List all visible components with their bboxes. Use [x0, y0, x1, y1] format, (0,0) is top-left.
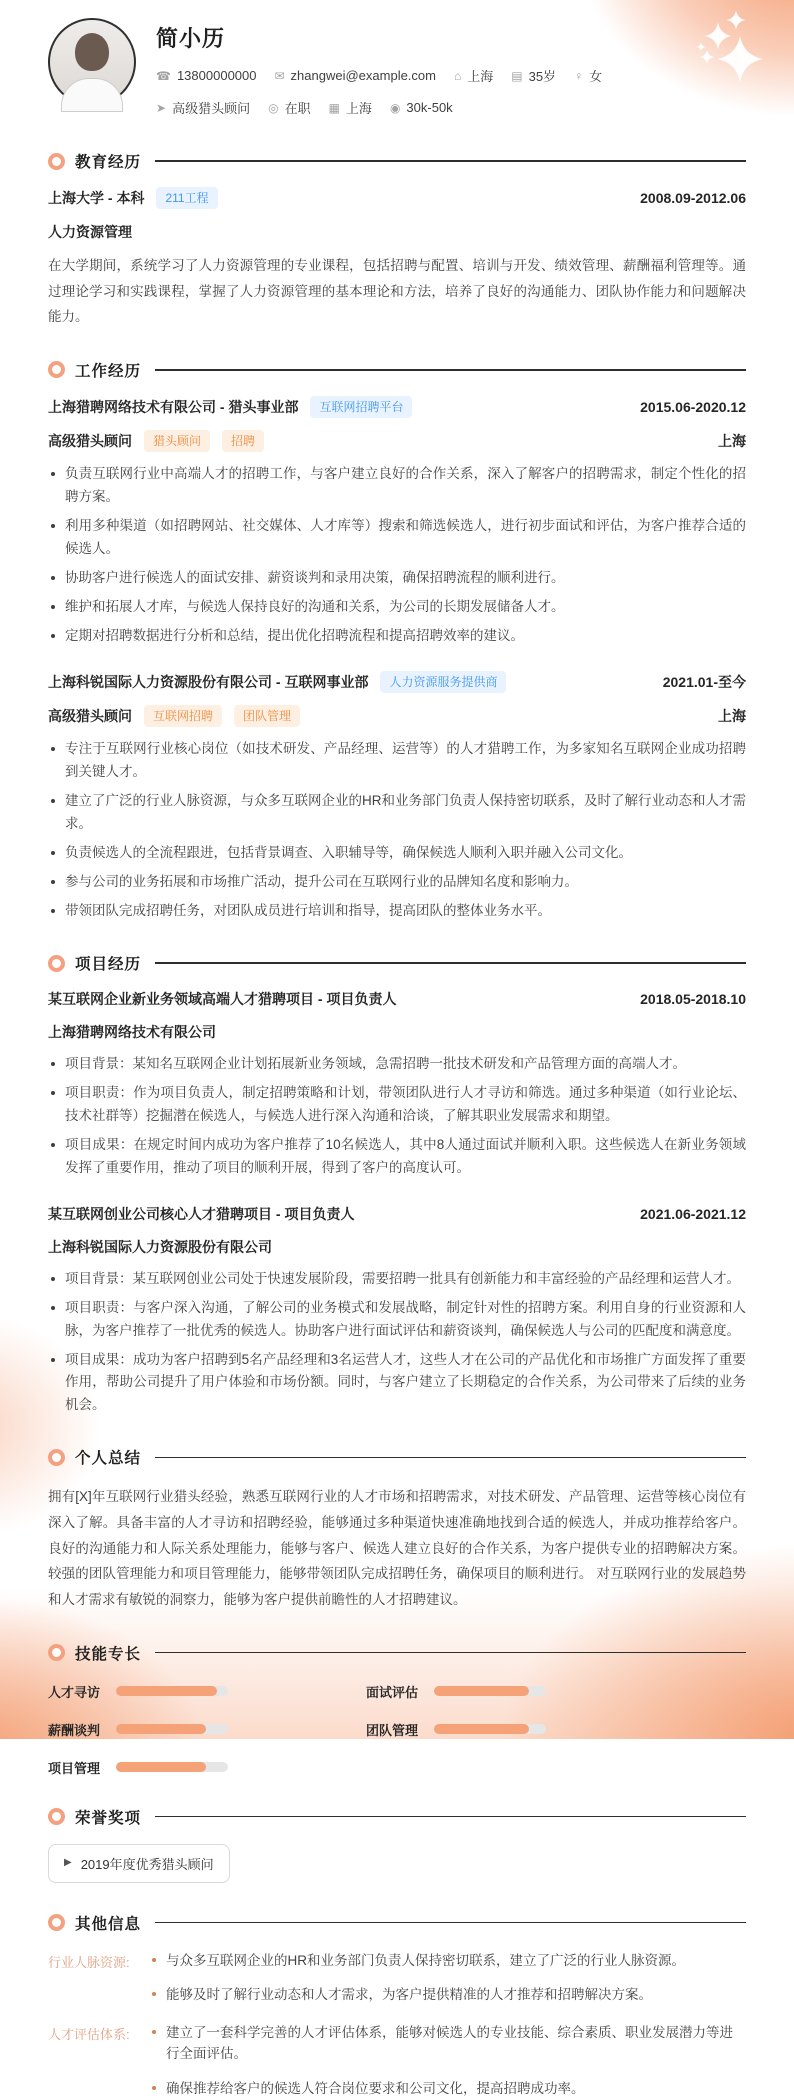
role-tags — [144, 430, 264, 452]
age-icon: ▤ — [511, 68, 523, 83]
list-item: 利用多种渠道（如招聘网站、社交媒体、人才库等）搜索和筛选候选人，进行初步面试和评估，为客户推荐合适的候选人。 — [48, 515, 746, 561]
honor-label: 2019年度优秀猎头顾问 — [80, 1856, 214, 1872]
contact-text: 高级猎头顾问 — [172, 101, 251, 116]
list-item: 建立了一套科学完善的人才评估体系，能够对候选人的专业技能、综合素质、职业发展潜力等进行全面评估。 — [150, 2022, 746, 2065]
honors-section-icon — [48, 1808, 65, 1825]
project-date: 2021.06-2021.12 — [640, 1205, 746, 1222]
work-entry — [48, 671, 746, 923]
header-info — [156, 18, 602, 117]
work-section — [0, 359, 794, 923]
work-section-icon — [48, 361, 65, 378]
contact-row-2 — [156, 98, 602, 117]
candidate-name: 简小历 — [156, 26, 226, 51]
skill-label: 人才寻访 — [48, 1684, 101, 1700]
skill-bar-track — [434, 1724, 546, 1734]
company-name: 上海猎聘网络技术有限公司 - 猎头事业部 — [48, 398, 299, 415]
list-item: 项目成果：成功为客户招聘到5名产品经理和3名运营人才，这些人才在公司的产品优化和市场推广方面发挥了重要作用，帮助公司提升了用户体验和市场份额。同时，与客户建立了长期稳定的合作关系，为公司带来了后续的业务机会。 — [48, 1349, 746, 1418]
summary-text: 拥有[X]年互联网行业猎头经验，熟悉互联网行业的人才市场和招聘需求，对技术研发、产品管理、运营等核心岗位有深入了解。具备丰富的人才寻访和招聘经验，能够通过多种渠道快速准确地找到合适的候选人，并成功推荐给客户。 良好的沟通能力和人际关系处理能力，能够与客户、候选人建立良好的合作关系，为客户提供专业的招聘解决方案。 较强的团队管理能力和项目管理能力，能够带领团队完成招聘任务，确保项目的顺利进行。 对互联网行业的发展趋势和人才需求有敏锐的洞察力，能够为客户提供前瞻性的人才招聘建议。 — [48, 1489, 746, 1607]
list-item: 项目背景：某互联网创业公司处于快速发展阶段，需要招聘一批具有创新能力和丰富经验的产品经理和运营人才。 — [48, 1268, 746, 1291]
skill-item — [366, 1720, 546, 1739]
list-item: 与众多互联网企业的HR和业务部门负责人保持密切联系，建立了广泛的行业人脉资源。 — [150, 1950, 746, 1972]
list-item: 定期对招聘数据进行分析和总结，提出优化招聘流程和提高招聘效率的建议。 — [48, 625, 746, 648]
work-date: 2021.01-至今 — [662, 674, 746, 691]
email-icon: ✉ — [274, 68, 285, 83]
skill-bar-fill — [116, 1724, 206, 1734]
contact-item — [156, 68, 256, 83]
other-info-label: 人才评估体系: — [48, 2026, 130, 2042]
skill-item — [366, 1682, 546, 1701]
work-bullets — [48, 738, 746, 923]
project-company: 上海猎聘网络技术有限公司 — [48, 1024, 216, 1041]
section-divider — [155, 1922, 746, 1924]
contact-text: 女 — [589, 69, 603, 84]
honor-item[interactable] — [48, 1844, 230, 1883]
section-divider — [155, 1652, 746, 1654]
section-title-education: 教育经历 — [75, 154, 142, 171]
contact-item — [268, 98, 311, 117]
contact-text: 35岁 — [528, 69, 557, 84]
contact-item — [511, 66, 556, 85]
list-item: 项目背景：某知名互联网企业计划拓展新业务领域，急需招聘一批技术研发和产品管理方面的高端人才。 — [48, 1053, 746, 1076]
skill-bar-track — [116, 1762, 228, 1772]
phone-icon: ☎ — [156, 68, 171, 83]
home-icon: ⌂ — [453, 68, 462, 83]
tag: 团队管理 — [234, 705, 300, 727]
school-name: 上海大学 - 本科 — [48, 190, 145, 206]
work-location: 上海 — [718, 708, 746, 725]
company-tag: 互联网招聘平台 — [310, 396, 412, 418]
contact-text: 上海 — [345, 101, 372, 116]
other-info-label: 行业人脉资源: — [48, 1954, 130, 1970]
section-header-projects — [48, 952, 746, 974]
skill-bar-track — [116, 1686, 228, 1696]
section-header-other — [48, 1912, 746, 1934]
list-item: 负责候选人的全流程跟进，包括背景调查、入职辅导等，确保候选人顺利入职并融入公司文化。 — [48, 842, 746, 865]
list-item: 项目职责：与客户深入沟通，了解公司的业务模式和发展战略，制定针对性的招聘方案。利用自身的行业资源和人脉，为客户推荐了一批优秀的候选人。协助客户进行面试评估和薪资谈判，确保候选人与公司的匹配度和满意度。 — [48, 1297, 746, 1343]
other-info-items — [150, 2022, 746, 2100]
contact-item — [454, 66, 493, 85]
section-divider — [155, 1816, 746, 1818]
education-section — [0, 150, 794, 330]
company-tag: 人力资源服务提供商 — [380, 671, 506, 693]
list-item: 专注于互联网行业核心岗位（如技术研发、产品经理、运营等）的人才猎聘工作，为多家知名互联网企业成功招聘到关键人才。 — [48, 738, 746, 784]
other-info-section — [0, 1912, 794, 2100]
section-divider — [155, 369, 746, 371]
project-company: 上海科锐国际人力资源股份有限公司 — [48, 1238, 272, 1255]
contact-text: 上海 — [467, 69, 494, 84]
skill-label: 薪酬谈判 — [48, 1722, 101, 1738]
summary-section — [0, 1446, 794, 1612]
job-title: 高级猎头顾问 — [48, 432, 132, 449]
projects-section — [0, 952, 794, 1417]
skill-item — [48, 1758, 366, 1777]
list-item: 项目成果：在规定时间内成功为客户推荐了10名候选人，其中8人通过面试并顺利入职。这些候选人在新业务领域发挥了重要作用，推动了项目的顺利开展，得到了客户的高度认可。 — [48, 1134, 746, 1180]
section-header-work — [48, 359, 746, 381]
skill-label: 团队管理 — [366, 1722, 419, 1738]
work-entry — [48, 396, 746, 648]
skill-item — [48, 1682, 366, 1701]
work-date: 2015.06-2020.12 — [640, 398, 746, 415]
section-header-summary — [48, 1446, 746, 1468]
contact-item — [390, 100, 453, 115]
skill-label: 项目管理 — [48, 1760, 101, 1776]
section-divider — [155, 962, 746, 964]
work-bullets — [48, 463, 746, 648]
other-info-items — [150, 1950, 746, 2006]
list-item: 建立了广泛的行业人脉资源，与众多互联网企业的HR和业务部门负责人保持密切联系，及时了解行业动态和人才需求。 — [48, 790, 746, 836]
contact-item — [329, 98, 372, 117]
skill-bar-fill — [434, 1724, 529, 1734]
section-title-honors: 荣誉奖项 — [75, 1809, 142, 1827]
honors-section — [0, 1806, 794, 1883]
gender-icon: ♀ — [574, 68, 584, 83]
contact-item — [574, 66, 602, 85]
section-title-summary: 个人总结 — [75, 1450, 142, 1468]
skills-section-icon — [48, 1644, 65, 1661]
skill-bar-fill — [434, 1686, 529, 1696]
other-info-groups — [48, 1950, 746, 2100]
tag: 互联网招聘 — [144, 705, 222, 727]
summary-section-icon — [48, 1449, 65, 1466]
project-name: 某互联网企业新业务领域高端人才猎聘项目 - 项目负责人 — [48, 991, 397, 1008]
skills-section — [0, 1642, 794, 1777]
job-title: 高级猎头顾问 — [48, 708, 132, 725]
tag: 招聘 — [222, 430, 264, 452]
contact-text: zhangwei@example.com — [290, 68, 436, 83]
contact-text: 在职 — [284, 101, 311, 116]
skill-bar-track — [434, 1686, 546, 1696]
list-item: 带领团队完成招聘任务，对团队成员进行培训和指导，提高团队的整体业务水平。 — [48, 900, 746, 923]
briefcase-icon: ➤ — [156, 100, 167, 115]
project-bullets — [48, 1053, 746, 1180]
project-entry — [48, 1204, 746, 1418]
section-title-other: 其他信息 — [75, 1915, 142, 1933]
list-item: 协助客户进行候选人的面试安排、薪资谈判和录用决策，确保招聘流程的顺利进行。 — [48, 567, 746, 590]
salary-icon: ◉ — [389, 100, 401, 115]
school-tag: 211工程 — [156, 187, 217, 209]
list-item: 参与公司的业务拓展和市场推广活动，提升公司在互联网行业的品牌知名度和影响力。 — [48, 871, 746, 894]
education-section-icon — [48, 153, 65, 170]
section-header-honors — [48, 1806, 746, 1828]
tag: 猎头顾问 — [144, 430, 210, 452]
skill-bar-track — [116, 1724, 228, 1734]
list-item: 负责互联网行业中高端人才的招聘工作，与客户建立良好的合作关系，深入了解客户的招聘需求，制定个性化的招聘方案。 — [48, 463, 746, 509]
contact-item — [274, 68, 436, 83]
list-item: 能够及时了解行业动态和人才需求，为客户提供精准的人才推荐和招聘解决方案。 — [150, 1984, 746, 2006]
section-divider — [155, 160, 746, 162]
major-name: 人力资源管理 — [48, 224, 132, 240]
section-divider — [155, 1457, 746, 1459]
project-name: 某互联网创业公司核心人才猎聘项目 - 项目负责人 — [48, 1205, 355, 1222]
sparkles-decoration-icon — [672, 6, 782, 98]
role-tags — [144, 705, 300, 727]
skill-label: 面试评估 — [366, 1684, 419, 1700]
section-title-work: 工作经历 — [75, 362, 142, 380]
skill-bar-fill — [116, 1762, 206, 1772]
education-date: 2008.09-2012.06 — [640, 190, 746, 206]
section-title-projects: 项目经历 — [75, 956, 142, 974]
company-name: 上海科锐国际人力资源股份有限公司 - 互联网事业部 — [48, 674, 369, 691]
work-location: 上海 — [718, 432, 746, 449]
section-header-skills — [48, 1642, 746, 1664]
city-icon: ▦ — [328, 100, 340, 115]
project-bullets — [48, 1268, 746, 1418]
section-header-education — [48, 150, 746, 172]
contact-text: 13800000000 — [176, 68, 257, 83]
other-info-group — [48, 1950, 746, 2006]
project-date: 2018.05-2018.10 — [640, 991, 746, 1008]
education-description: 在大学期间，系统学习了人力资源管理的专业课程，包括招聘与配置、培训与开发、绩效管理、薪酬福利管理等。通过理论学习和实践课程，掌握了人力资源管理的基本理论和方法，培养了良好的沟通能力、团队协作能力和问题解决能力。 — [48, 258, 746, 325]
list-item: 维护和拓展人才库，与候选人保持良好的沟通和关系，为公司的长期发展储备人才。 — [48, 596, 746, 619]
list-item: 确保推荐给客户的候选人符合岗位要求和公司文化，提高招聘成功率。 — [150, 2078, 746, 2100]
contact-row-1 — [156, 66, 602, 85]
skill-item — [48, 1720, 366, 1739]
project-entry — [48, 989, 746, 1180]
avatar — [48, 18, 136, 106]
play-icon: ▶ — [64, 1857, 72, 1869]
other-info-group — [48, 2022, 746, 2100]
projects-section-icon — [48, 955, 65, 972]
contact-item — [156, 98, 250, 117]
other-section-icon — [48, 1914, 65, 1931]
status-icon: ◎ — [268, 100, 279, 115]
list-item: 项目职责：作为项目负责人，制定招聘策略和计划，带领团队进行人才寻访和筛选。通过多种渠道（如行业论坛、技术社群等）挖掘潜在候选人，与候选人进行深入沟通和洽谈，了解其职业发展需求和期望。 — [48, 1082, 746, 1128]
education-entry — [48, 187, 746, 330]
skills-grid — [48, 1682, 746, 1777]
contact-text: 30k-50k — [406, 100, 453, 115]
honors-list — [48, 1844, 746, 1883]
section-title-skills: 技能专长 — [75, 1645, 142, 1663]
skill-bar-fill — [116, 1686, 217, 1696]
